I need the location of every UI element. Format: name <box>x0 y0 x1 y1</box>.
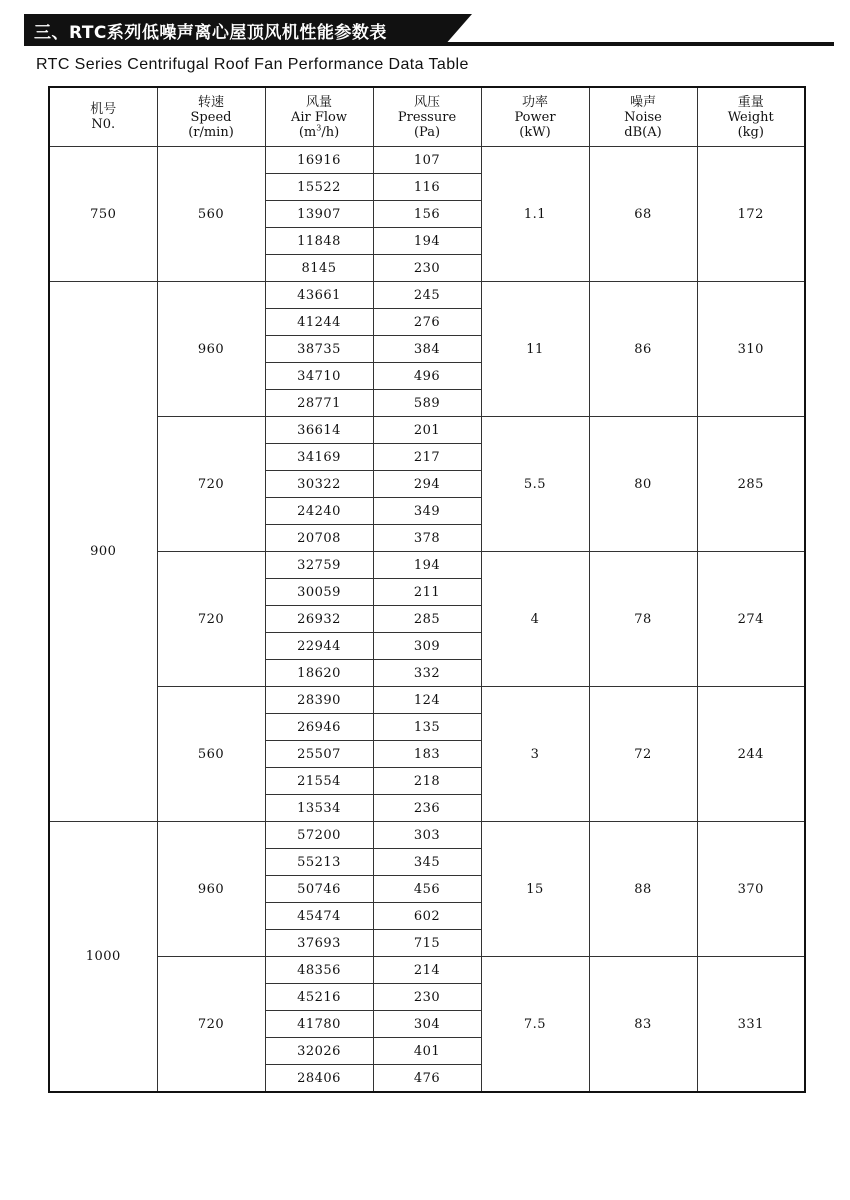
power-cell: 7.5 <box>481 957 589 1093</box>
pressure-cell: 349 <box>373 498 481 525</box>
pressure-cell: 211 <box>373 579 481 606</box>
pressure-cell: 183 <box>373 741 481 768</box>
power-cell: 5.5 <box>481 417 589 552</box>
page-subtitle: RTC Series Centrifugal Roof Fan Performance Data Table <box>36 56 469 73</box>
pressure-cell: 715 <box>373 930 481 957</box>
power-cell: 1.1 <box>481 147 589 282</box>
air-flow-cell: 34169 <box>265 444 373 471</box>
pressure-cell: 476 <box>373 1065 481 1093</box>
table-row <box>49 552 805 579</box>
table-body <box>49 147 805 1093</box>
air-flow-cell: 45216 <box>265 984 373 1011</box>
header-noise: 噪声 Noise dB(A) <box>589 87 697 147</box>
air-flow-cell: 34710 <box>265 363 373 390</box>
weight-cell: 172 <box>697 147 805 282</box>
pressure-cell: 332 <box>373 660 481 687</box>
pressure-cell: 230 <box>373 255 481 282</box>
section-banner <box>24 14 834 50</box>
pressure-cell: 304 <box>373 1011 481 1038</box>
speed-cell: 720 <box>157 552 265 687</box>
table-header-row <box>49 87 805 147</box>
header-weight: 重量 Weight (kg) <box>697 87 805 147</box>
noise-cell: 88 <box>589 822 697 957</box>
power-cell: 3 <box>481 687 589 822</box>
weight-cell: 331 <box>697 957 805 1093</box>
air-flow-cell: 28390 <box>265 687 373 714</box>
pressure-cell: 245 <box>373 282 481 309</box>
performance-table <box>48 86 806 1093</box>
pressure-cell: 303 <box>373 822 481 849</box>
noise-cell: 78 <box>589 552 697 687</box>
air-flow-cell: 28771 <box>265 390 373 417</box>
pressure-cell: 294 <box>373 471 481 498</box>
air-flow-cell: 22944 <box>265 633 373 660</box>
weight-cell: 244 <box>697 687 805 822</box>
speed-cell: 720 <box>157 957 265 1093</box>
air-flow-cell: 20708 <box>265 525 373 552</box>
air-flow-cell: 43661 <box>265 282 373 309</box>
pressure-cell: 378 <box>373 525 481 552</box>
pressure-cell: 218 <box>373 768 481 795</box>
table-row <box>49 282 805 309</box>
weight-cell: 285 <box>697 417 805 552</box>
air-flow-cell: 41780 <box>265 1011 373 1038</box>
speed-cell: 960 <box>157 822 265 957</box>
noise-cell: 72 <box>589 687 697 822</box>
speed-cell: 960 <box>157 282 265 417</box>
table-row <box>49 822 805 849</box>
power-cell: 11 <box>481 282 589 417</box>
pressure-cell: 309 <box>373 633 481 660</box>
header-speed: 转速 Speed (r/min) <box>157 87 265 147</box>
weight-cell: 274 <box>697 552 805 687</box>
air-flow-cell: 30059 <box>265 579 373 606</box>
pressure-cell: 285 <box>373 606 481 633</box>
air-flow-cell: 55213 <box>265 849 373 876</box>
weight-cell: 370 <box>697 822 805 957</box>
air-flow-cell: 25507 <box>265 741 373 768</box>
pressure-cell: 135 <box>373 714 481 741</box>
model-no-cell: 1000 <box>49 822 157 1093</box>
noise-cell: 86 <box>589 282 697 417</box>
pressure-cell: 384 <box>373 336 481 363</box>
model-no-cell: 750 <box>49 147 157 282</box>
air-flow-cell: 11848 <box>265 228 373 255</box>
power-cell: 15 <box>481 822 589 957</box>
header-power: 功率 Power (kW) <box>481 87 589 147</box>
header-air-flow: 风量 Air Flow $(m^3/h)$ <box>265 87 373 147</box>
page-title: 三、RTC系列低噪声离心屋顶风机性能参数表 <box>34 23 387 43</box>
model-no-cell: 900 <box>49 282 157 822</box>
pressure-cell: 456 <box>373 876 481 903</box>
pressure-cell: 236 <box>373 795 481 822</box>
air-flow-cell: 16916 <box>265 147 373 174</box>
speed-cell: 560 <box>157 687 265 822</box>
air-flow-cell: 48356 <box>265 957 373 984</box>
air-flow-cell: 13907 <box>265 201 373 228</box>
air-flow-cell: 38735 <box>265 336 373 363</box>
air-flow-cell: 30322 <box>265 471 373 498</box>
air-flow-cell: 21554 <box>265 768 373 795</box>
table-row <box>49 147 805 174</box>
table-row <box>49 417 805 444</box>
pressure-cell: 217 <box>373 444 481 471</box>
pressure-cell: 589 <box>373 390 481 417</box>
pressure-cell: 124 <box>373 687 481 714</box>
pressure-cell: 156 <box>373 201 481 228</box>
pressure-cell: 194 <box>373 552 481 579</box>
air-flow-cell: 8145 <box>265 255 373 282</box>
header-model-no: 机号 N0. <box>49 87 157 147</box>
air-flow-cell: 18620 <box>265 660 373 687</box>
table-row <box>49 957 805 984</box>
air-flow-cell: 13534 <box>265 795 373 822</box>
air-flow-cell: 41244 <box>265 309 373 336</box>
air-flow-cell: 26932 <box>265 606 373 633</box>
noise-cell: 68 <box>589 147 697 282</box>
air-flow-cell: 57200 <box>265 822 373 849</box>
pressure-cell: 276 <box>373 309 481 336</box>
pressure-cell: 496 <box>373 363 481 390</box>
air-flow-cell: 24240 <box>265 498 373 525</box>
pressure-cell: 401 <box>373 1038 481 1065</box>
air-flow-cell: 36614 <box>265 417 373 444</box>
noise-cell: 83 <box>589 957 697 1093</box>
pressure-cell: 107 <box>373 147 481 174</box>
air-flow-cell: 37693 <box>265 930 373 957</box>
air-flow-cell: 32759 <box>265 552 373 579</box>
pressure-cell: 201 <box>373 417 481 444</box>
pressure-cell: 230 <box>373 984 481 1011</box>
pressure-cell: 602 <box>373 903 481 930</box>
table-row <box>49 687 805 714</box>
power-cell: 4 <box>481 552 589 687</box>
air-flow-cell: 32026 <box>265 1038 373 1065</box>
pressure-cell: 194 <box>373 228 481 255</box>
pressure-cell: 345 <box>373 849 481 876</box>
air-flow-cell: 26946 <box>265 714 373 741</box>
weight-cell: 310 <box>697 282 805 417</box>
air-flow-cell: 15522 <box>265 174 373 201</box>
speed-cell: 720 <box>157 417 265 552</box>
air-flow-cell: 50746 <box>265 876 373 903</box>
speed-cell: 560 <box>157 147 265 282</box>
noise-cell: 80 <box>589 417 697 552</box>
header-pressure: 风压 Pressure (Pa) <box>373 87 481 147</box>
air-flow-cell: 28406 <box>265 1065 373 1093</box>
pressure-cell: 214 <box>373 957 481 984</box>
pressure-cell: 116 <box>373 174 481 201</box>
air-flow-cell: 45474 <box>265 903 373 930</box>
